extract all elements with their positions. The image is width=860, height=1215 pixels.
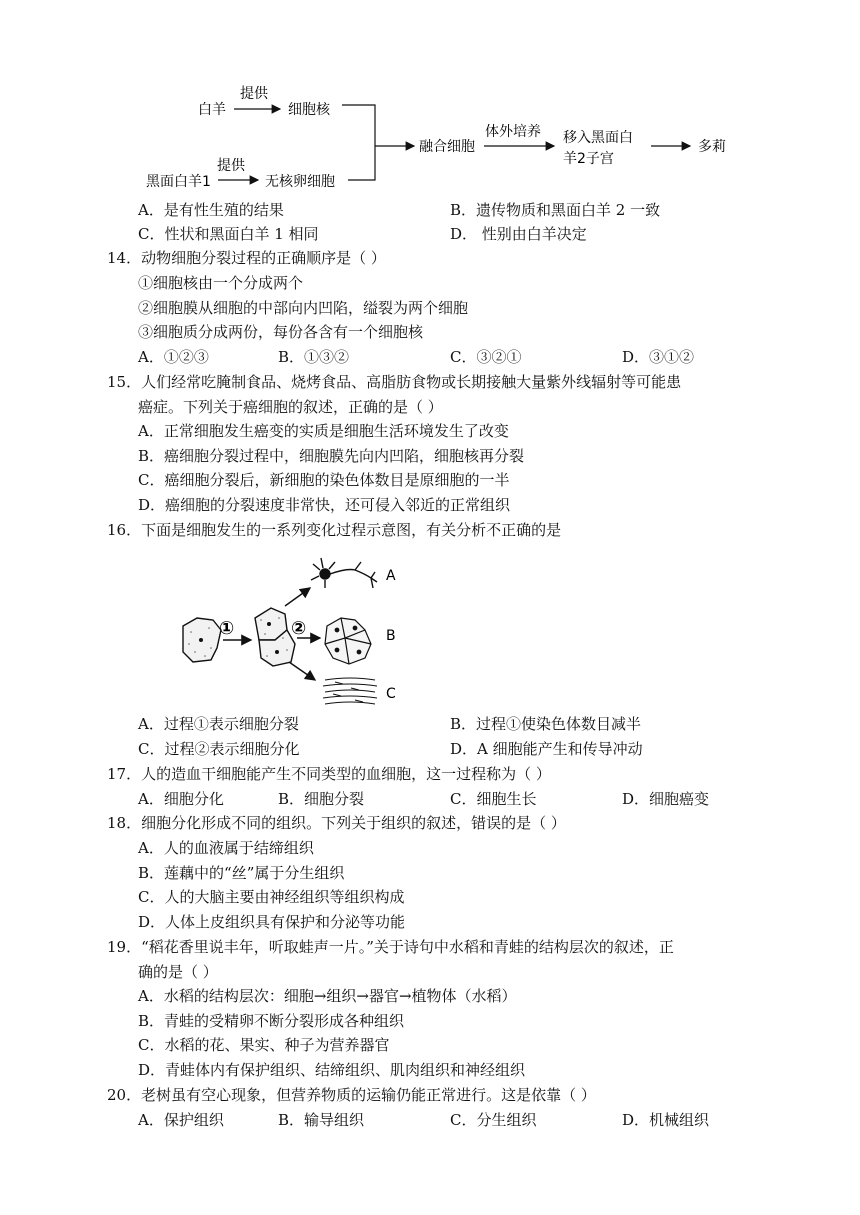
q17-option-c[interactable]: C．细胞生长: [450, 790, 537, 808]
q19-option-a[interactable]: A．水稻的结构层次：细胞→组织→器官→植物体（水稻）: [138, 987, 517, 1005]
provide-label-1: 提供: [240, 86, 268, 102]
cell-label-c: C: [386, 686, 396, 702]
q18-option-d[interactable]: D．人体上皮组织具有保护和分泌等功能: [138, 913, 406, 931]
q20-option-b[interactable]: B．输导组织: [278, 1111, 365, 1129]
q18-option-b[interactable]: B．莲藕中的“丝”属于分生组织: [138, 864, 345, 882]
q18-option-a[interactable]: A．人的血液属于结缔组织: [138, 839, 314, 857]
step-2-label: ②: [291, 618, 307, 639]
q14-stem: 14．动物细胞分裂过程的正确顺序是（ ）: [107, 249, 386, 267]
q16-option-d[interactable]: D．A 细胞能产生和传导冲动: [450, 740, 643, 758]
dolly-label: 多莉: [698, 139, 726, 155]
q16-option-c[interactable]: C．过程②表示细胞分化: [138, 740, 300, 758]
neuron-cell-a: [311, 558, 377, 588]
q15-option-b[interactable]: B．癌细胞分裂过程中，细胞膜先向内凹陷，细胞核再分裂: [138, 447, 525, 465]
q13-option-a[interactable]: A．是有性生殖的结果: [138, 201, 284, 219]
q20-option-c[interactable]: C．分生组织: [450, 1111, 537, 1129]
cell-label-a: A: [386, 568, 396, 584]
q17-option-d[interactable]: D．细胞癌变: [622, 790, 710, 808]
q17-option-b[interactable]: B．细胞分裂: [278, 790, 365, 808]
q14-statement-2: ②细胞膜从细胞的中部向内凹陷，缢裂为两个细胞: [138, 299, 469, 317]
q14-option-b[interactable]: B．①③②: [278, 348, 350, 366]
arrow-to-c: [289, 662, 315, 680]
q15-stem-line1: 15．人们经常吃腌制食品、烧烤食品、高脂肪食物或长期接触大量紫外线辐射等可能患: [107, 373, 682, 391]
q20-option-a[interactable]: A．保护组织: [138, 1111, 224, 1129]
q15-option-c[interactable]: C．癌细胞分裂后，新细胞的染色体数目是原细胞的一半: [138, 471, 510, 489]
q15-option-d[interactable]: D．癌细胞的分裂速度非常快，还可侵入邻近的正常组织: [138, 496, 511, 514]
q20-stem: 20．老树虽有空心现象，但营养物质的运输仍能正常进行。这是依靠（ ）: [107, 1086, 596, 1104]
black-face-sheep-1-label: 黑面白羊1: [146, 174, 211, 190]
merge-bracket: [342, 105, 375, 180]
q14-statement-3: ③细胞质分成两份，每份各含有一个细胞核: [138, 323, 424, 341]
cell-change-diagram: [175, 548, 415, 713]
q14-option-c[interactable]: C．③②①: [450, 348, 522, 366]
arrow-to-a: [285, 588, 310, 606]
in-vitro-label: 体外培养: [485, 124, 541, 140]
cell-label-b: B: [386, 628, 396, 644]
q13-option-d[interactable]: D． 性别由白羊决定: [450, 225, 587, 243]
transfer-label-line1: 移入黑面白: [563, 130, 633, 146]
q19-stem-line2: 确的是（ ）: [138, 963, 218, 981]
q19-stem-line1: 19．“稻花香里说丰年，听取蛙声一片。”关于诗句中水稻和青蛙的结构层次的叙述，正: [107, 938, 674, 956]
q16-option-b[interactable]: B．过程①使染色体数目减半: [450, 715, 642, 733]
tissue-cells-b: [325, 618, 371, 664]
q15-option-a[interactable]: A．正常细胞发生癌变的实质是细胞生活环境发生了改变: [138, 422, 509, 440]
q16-stem: 16．下面是细胞发生的一系列变化过程示意图，有关分析不正确的是: [107, 521, 562, 539]
cloning-flow-diagram: [130, 78, 750, 193]
q15-stem-line2: 癌症。下列关于癌细胞的叙述，正确的是（ ）: [138, 398, 443, 416]
q14-option-a[interactable]: A．①②③: [138, 348, 209, 366]
white-sheep-label: 白羊: [198, 102, 226, 118]
muscle-cells-c: [323, 678, 377, 704]
original-cell-nucleus: [199, 638, 203, 642]
step-1-label: ①: [219, 618, 235, 639]
transfer-label-line2: 羊2子宫: [563, 151, 614, 167]
q19-option-d[interactable]: D．青蛙体内有保护组织、结缔组织、肌肉组织和神经组织: [138, 1061, 526, 1079]
q13-option-c[interactable]: C．性状和黑面白羊 1 相同: [138, 225, 319, 243]
q18-stem: 18．细胞分化形成不同的组织。下列关于组织的叙述，错误的是（ ）: [107, 814, 566, 832]
q20-option-d[interactable]: D．机械组织: [622, 1111, 710, 1129]
q19-option-b[interactable]: B．青蛙的受精卵不断分裂形成各种组织: [138, 1012, 405, 1030]
fused-cell-label: 融合细胞: [419, 139, 475, 155]
q16-option-a[interactable]: A．过程①表示细胞分裂: [138, 715, 299, 733]
q14-statement-1: ①细胞核由一个分成两个: [138, 274, 304, 292]
q13-option-b[interactable]: B．遗传物质和黑面白羊 2 一致: [450, 201, 661, 219]
q14-option-d[interactable]: D．③①②: [622, 348, 695, 366]
nucleus-label: 细胞核: [288, 102, 330, 118]
q19-option-c[interactable]: C．水稻的花、果实、种子为营养器官: [138, 1036, 390, 1054]
q17-stem: 17．人的造血干细胞能产生不同类型的血细胞，这一过程称为（ ）: [107, 765, 551, 783]
enucleated-egg-label: 无核卵细胞: [265, 174, 335, 190]
q17-option-a[interactable]: A．细胞分化: [138, 790, 224, 808]
q18-option-c[interactable]: C．人的大脑主要由神经组织等组织构成: [138, 888, 405, 906]
provide-label-2: 提供: [217, 158, 245, 174]
